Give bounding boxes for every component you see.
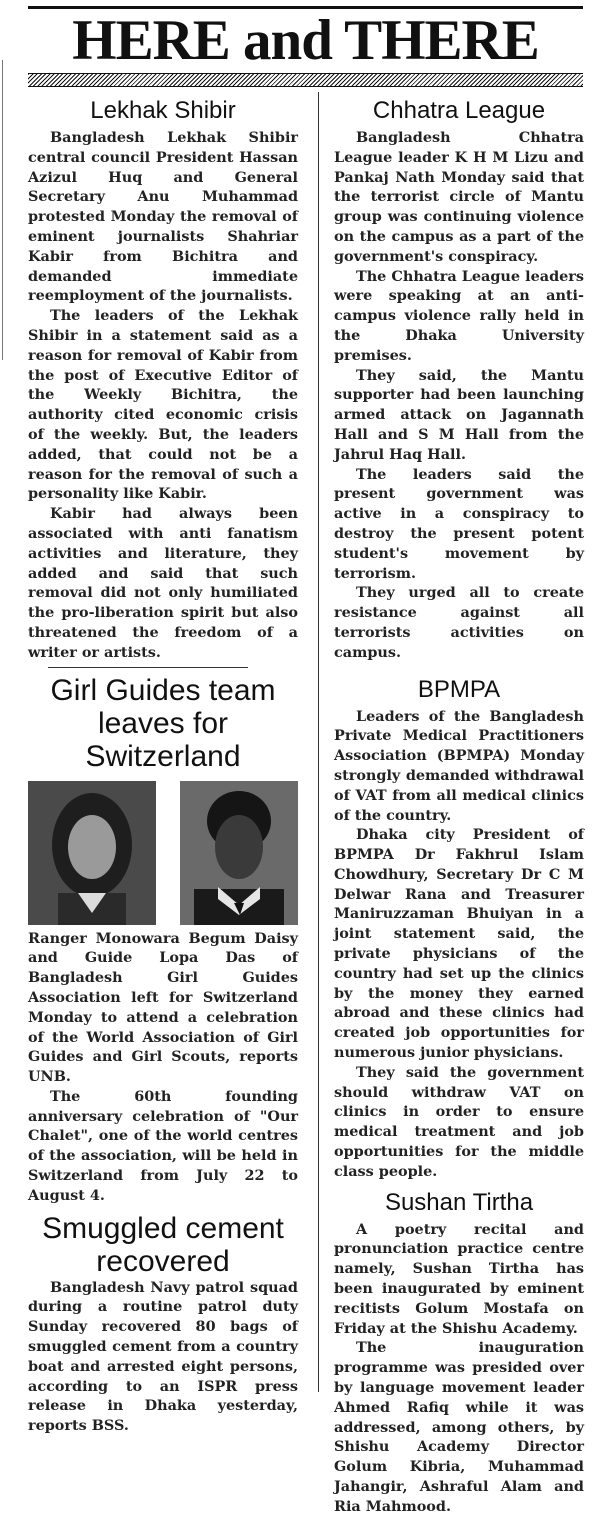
article-lekhak-shibir <box>28 96 298 663</box>
right-column <box>334 96 584 1517</box>
left-column <box>28 96 298 1436</box>
article-heading: Girl Guides team leaves for Switzerland <box>50 673 276 773</box>
article-paragraph: The 60th founding anniversary celebration of "Our Chalet", one of the world centres of the association, will be held in Switzerland from July 22 to August 4. <box>28 1087 298 1204</box>
article-paragraph: Leaders of the Bangladesh Private Medical Practitioners Association (BPMPA) Monday strongly demanded withdrawal of VAT from all medical clinics of the country. <box>334 707 584 824</box>
portrait-photo-daisy <box>28 781 156 925</box>
article-heading: Lekhak Shibir <box>90 97 236 124</box>
article-paragraph: Kabir had always been associated with anti fanatism activities and literature, they added and said that such removal did not only humiliated the pro-liberation spirit but also threatened the freedom of a writer or artists. <box>28 505 298 661</box>
article-paragraph: Ranger Monowara Begum Daisy and Guide Lopa Das of Bangladesh Girl Guides Association left for Switzerland Monday to attend a celebration of the World Association of Girl Guides and Girl Scouts, reports UNB. <box>28 929 298 1086</box>
article-heading: BPMPA <box>417 675 501 703</box>
article-smuggled-cement <box>28 1212 298 1436</box>
article-paragraph: The inauguration programme was presided over by language movement leader Ahmed Rafiq while it was addressed, among others, by Shishu Academy Director Golum Kibria, Muhammad Jahangir, Ashraful Alam and Ria Mahmood. <box>334 1339 584 1515</box>
article-sushan-tirtha <box>334 1188 584 1517</box>
article-girl-guides <box>28 674 298 1206</box>
masthead <box>28 6 583 87</box>
article-paragraph: Bangladesh Lekhak Shibir central council President Hassan Azizul Huq and General Secretary Anu Muhammad protested Monday the removal of eminent journalists Shahriar Kabir from Bichitra and demanded immediate reemployment of the journalists. <box>28 129 298 305</box>
article-heading: Sushan Tirtha <box>384 1188 534 1216</box>
article-paragraph: Bangladesh Navy patrol squad during a routine patrol duty Sunday recovered 80 bags of smuggled cement from a country boat and arrested eight persons, according to an ISPR press release in Dhaka yesterday, reports BSS. <box>28 1278 298 1435</box>
article-paragraph: The Chhatra League leaders were speaking at an anti-campus violence rally held in the Dhaka University premises. <box>334 267 584 364</box>
portrait-photo-lopa <box>180 781 298 925</box>
masthead-hatched-rule <box>28 73 583 87</box>
masthead-title: HERE and THERE <box>72 9 539 72</box>
article-paragraph: Bangladesh Chhatra League leader K H M Lizu and Pankaj Nath Monday said that the terrorist circle of Mantu group was continuing violence on the campus as a part of the government's conspiracy. <box>334 129 584 265</box>
article-chhatra-league <box>334 96 584 663</box>
article-heading: Smuggled cement recovered <box>42 1211 284 1278</box>
page-edge-mark <box>2 60 9 360</box>
article-paragraph: They said, the Mantu supporter had been launching armed attack on Jagannath Hall and S M Hall from the Jahrul Haq Hall. <box>334 366 584 463</box>
article-paragraph: The leaders of the Lekhak Shibir in a statement said as a reason for removal of Kabir from the post of Executive Editor of the Weekly Bichitra, the authority cited economic crisis of the weekly. But, the leaders added, that could not be a reason for the removal of such a personality like Kabir. <box>28 307 298 503</box>
article-paragraph: They said the government should withdraw VAT on clinics in order to ensure medical treatment and job opportunities for the middle class people. <box>334 1063 584 1180</box>
article-paragraph: A poetry recital and pronunciation practice centre namely, Sushan Tirtha has been inaugurated by eminent recitists Golum Mostafa on Friday at the Shishu Academy. <box>334 1220 584 1337</box>
article-heading: Chhatra League <box>372 97 546 124</box>
article-paragraph: The leaders said the present government was active in a conspiracy to destroy the present potent student's movement by terrorism. <box>334 465 584 582</box>
photo-row <box>28 781 298 925</box>
article-separator <box>48 667 248 668</box>
article-paragraph: Dhaka city President of BPMPA Dr Fakhrul Islam Chowdhury, Secretary Dr C M Delwar Rana and Treasurer Maniruzzaman Bhuiyan in a joint statement said, the private physicians of the country had set up the clinics by the money they earned abroad and these clinics had created job opportunities for numerous junior physicians. <box>334 826 584 1062</box>
article-paragraph: They urged all to create resistance against all terrorists activities on campus. <box>334 584 584 661</box>
article-bpmpa <box>334 675 584 1182</box>
column-divider <box>318 92 319 1392</box>
